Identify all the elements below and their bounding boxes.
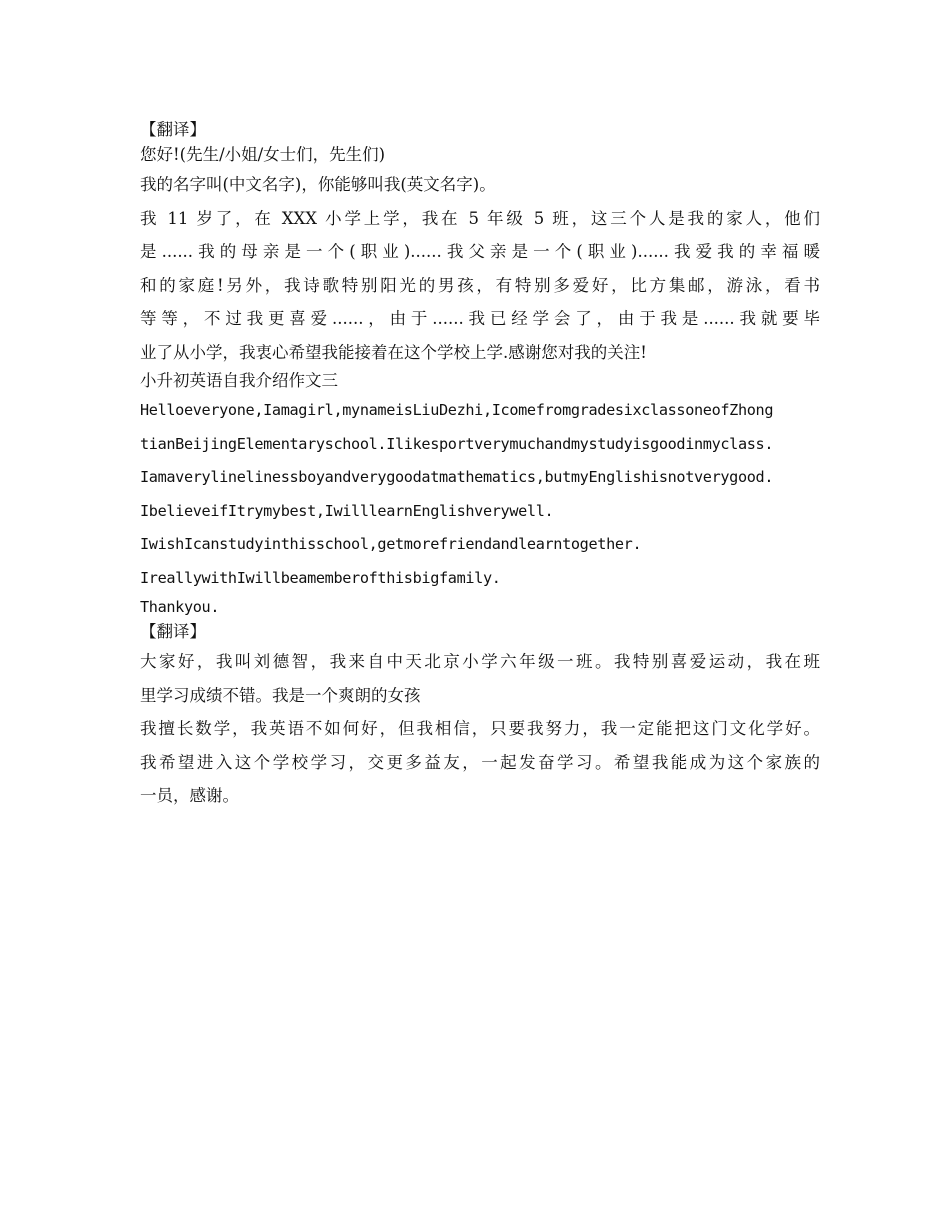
paragraph-line: 我的名字叫(中文名字)，你能够叫我(英文名字)。 — [140, 175, 496, 194]
paragraph-line: 大家好，我叫刘德智，我来自中天北京小学六年级一班。我特别喜爱运动，我在班 — [140, 652, 820, 671]
essay-title: 小升初英语自我介绍作文三 — [140, 371, 338, 390]
english-line: Helloeveryone,Iamagirl,mynameisLiuDezhi,IcomefromgradesixclassoneofZhong — [140, 401, 774, 419]
paragraph-line: 我 11 岁了，在 XXX 小学上学，我在 5 年级 5 班，这三个人是我的家人，他们 — [140, 208, 820, 228]
english-line: IbelieveifItrymybest,IwilllearnEnglishverywell. — [140, 501, 554, 520]
paragraph-line: 和的家庭!另外，我诗歌特别阳光的男孩，有特别多爱好，比方集邮，游泳，看书 — [140, 275, 820, 295]
paragraph-line: 我希望进入这个学校学习，交更多益友，一起发奋学习。希望我能成为这个家族的 — [140, 752, 820, 772]
translation-heading: 【翻译】 — [140, 120, 206, 139]
translation-heading: 【翻译】 — [140, 622, 206, 641]
english-line: Iamaverylinelinessboyandverygoodatmathematics,butmyEnglishisnotverygood. — [140, 468, 774, 486]
paragraph-line: 一员，感谢。 — [140, 786, 239, 805]
paragraph-line: 我擅长数学，我英语不如何好，但我相信，只要我努力，我一定能把这门文化学好。 — [140, 719, 820, 738]
paragraph-line: 是......我的母亲是一个(职业)......我父亲是一个(职业)......我爱我的幸福暖 — [140, 242, 820, 261]
english-line: tianBeijingElementaryschool.Ilikesportverymuchandmystudyisgoodinmyclass. — [140, 434, 774, 453]
english-line: IwishIcanstudyinthisschool,getmorefriendandlearntogether. — [140, 535, 642, 553]
paragraph-line: 业了从小学，我衷心希望我能接着在这个学校上学.感谢您对我的关注! — [140, 342, 647, 362]
english-line: Thankyou. — [140, 598, 220, 616]
greeting-line: 您好!(先生/小姐/女士们，先生们) — [140, 145, 386, 164]
document-body — [140, 118, 820, 813]
english-line: IreallywithIwillbeamemberofthisbigfamily. — [140, 568, 501, 587]
paragraph-line: 里学习成绩不错。我是一个爽朗的女孩 — [140, 685, 421, 705]
paragraph-line: 等等，不过我更喜爱......，由于......我已经学会了，由于我是......我就要毕 — [140, 309, 820, 328]
